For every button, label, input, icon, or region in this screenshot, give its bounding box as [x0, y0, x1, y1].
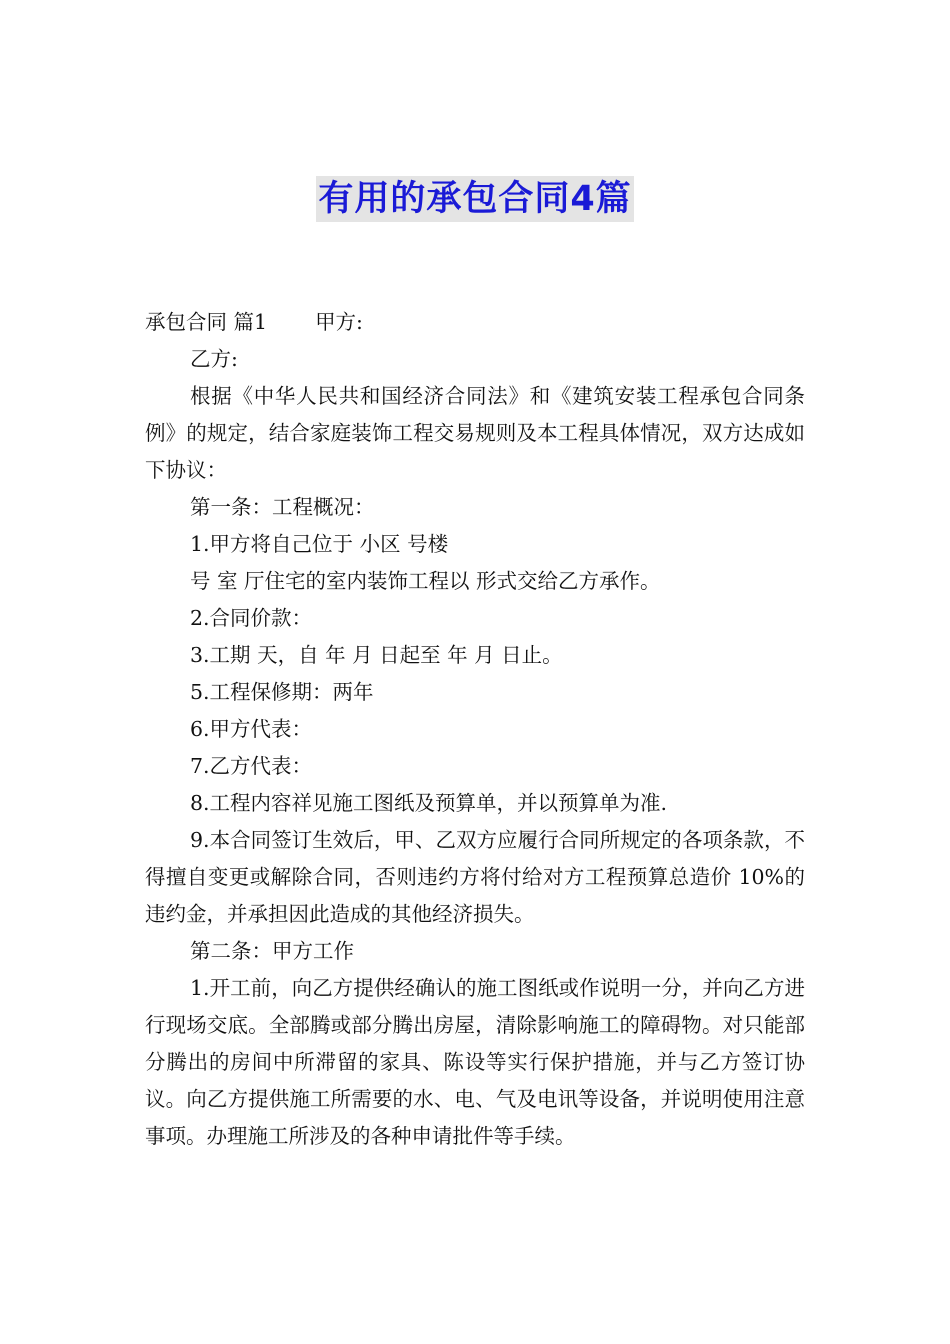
paragraph-item-9: 9.本合同签订生效后，甲、乙双方应履行合同所规定的各项条款，不得擅自变更或解除合同，否则违约方将付给对方工程预算总造价 10%的违约金，并承担因此造成的其他经济损失。	[145, 828, 805, 926]
section-label: 承包合同 篇1	[145, 310, 268, 334]
paragraph-article-2-item-1: 1.开工前，向乙方提供经确认的施工图纸或作说明一分，并向乙方进行现场交底。全部腾或部分腾出房屋，清除影响施工的障碍物。对只能部分腾出的房间中所滞留的家具、陈设等实行保护措施，并与乙方签订协议。向乙方提供施工所需要的水、电、气及电讯等设备，并说明使用注意事项。办理施工所涉及的各种申请批件等手续。	[145, 976, 805, 1148]
paragraph-item-1: 1.甲方将自己位于 小区 号楼	[190, 532, 449, 556]
paragraph-item-3: 3.工期 天，自 年 月 日起至 年 月 日止。	[190, 643, 563, 667]
party-a-label: 甲方:	[315, 310, 363, 334]
heading-line	[145, 304, 805, 341]
paragraph-article-1-heading: 第一条：工程概况：	[190, 495, 375, 519]
paragraph-item-7: 7.乙方代表：	[190, 754, 313, 778]
paragraph-item-2: 2.合同价款：	[190, 606, 313, 630]
paragraph-party-b: 乙方:	[190, 347, 238, 371]
paragraph-article-2-heading: 第二条：甲方工作	[190, 939, 354, 963]
document-body	[145, 304, 805, 1155]
paragraph-item-1-continued: 号 室 厅住宅的室内装饰工程以 形式交给乙方承作。	[190, 569, 661, 593]
paragraph-item-8: 8.工程内容祥见施工图纸及预算单，并以预算单为准.	[190, 791, 668, 815]
paragraph-item-5: 5.工程保修期：两年	[190, 680, 374, 704]
document-title: 有用的承包合同4篇	[316, 176, 633, 222]
paragraph-preamble: 根据《中华人民共和国经济合同法》和《建筑安装工程承包合同条例》的规定，结合家庭装饰工程交易规则及本工程具体情况，双方达成如下协议：	[145, 384, 805, 482]
title-container	[0, 176, 950, 222]
paragraph-item-6: 6.甲方代表：	[190, 717, 313, 741]
